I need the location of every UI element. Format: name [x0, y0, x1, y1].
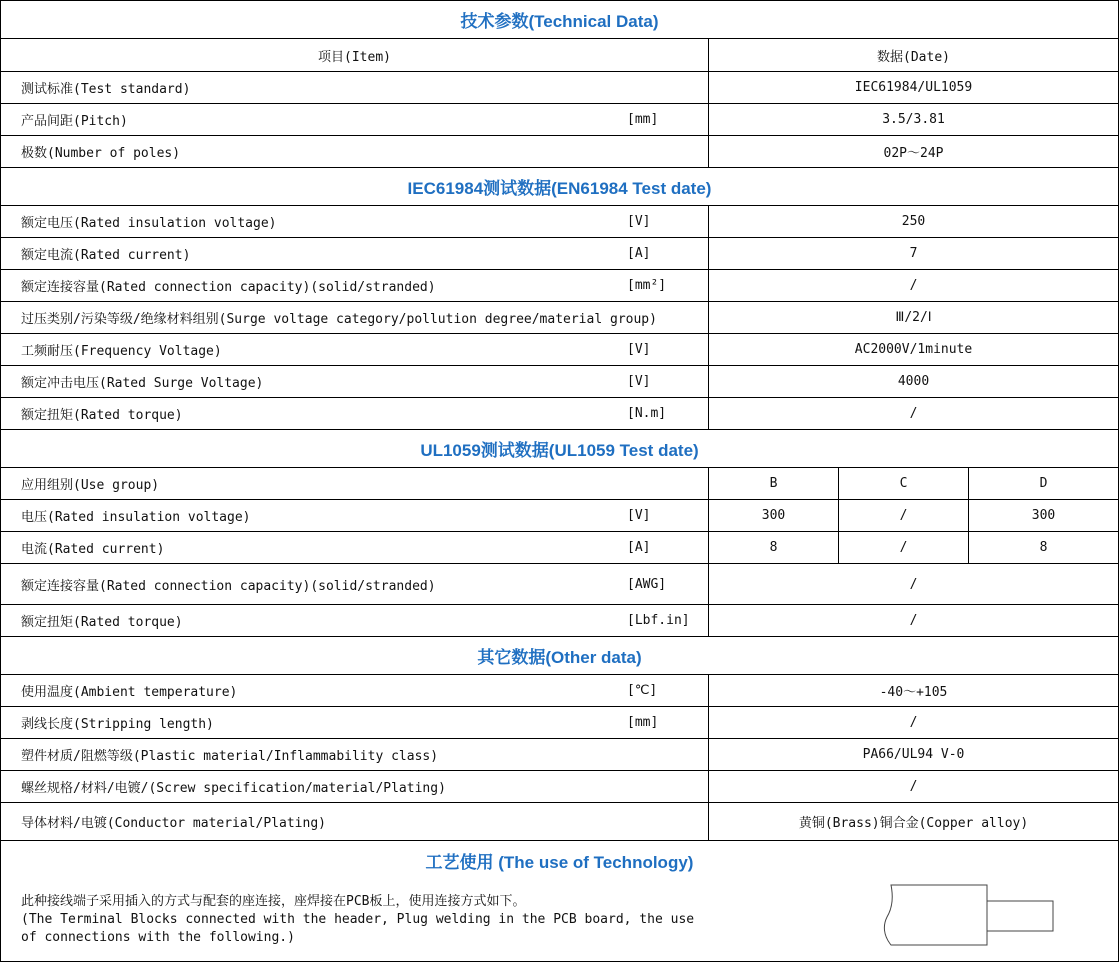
row-unit: [A] [627, 540, 651, 555]
row-value: 250 [708, 206, 1118, 237]
row-label: 导体材料/电镀(Conductor material/Plating) [21, 816, 326, 831]
group-c-value: C [838, 468, 968, 499]
row-label: 极数(Number of poles) [21, 146, 181, 161]
row-value: / [708, 564, 1118, 604]
row-unit: [V] [627, 374, 651, 389]
table-row [1, 334, 1118, 366]
row-label: 使用温度(Ambient temperature) [21, 685, 238, 700]
table-header-row [1, 39, 1118, 72]
row-value: / [708, 270, 1118, 301]
table-row [1, 302, 1118, 334]
group-b-value: 8 [708, 532, 838, 563]
row-value: Ⅲ/2/Ⅰ [708, 302, 1118, 333]
row-label: 电压(Rated insulation voltage) [21, 510, 251, 525]
section-title-ul: UL1059测试数据(UL1059 Test date) [1, 430, 1118, 468]
group-c-value: / [838, 532, 968, 563]
note-line: (The Terminal Blocks connected with the header, Plug welding in the PCB board, the use [21, 912, 695, 927]
group-d-value: D [968, 468, 1118, 499]
row-label: 测试标准(Test standard) [21, 82, 191, 97]
table-row [1, 532, 1118, 564]
table-row [1, 739, 1118, 771]
table-row [1, 270, 1118, 302]
group-b-value: 300 [708, 500, 838, 531]
row-label: 应用组别(Use group) [21, 478, 160, 493]
row-label: 额定扭矩(Rated torque) [21, 615, 183, 630]
row-value: 黄铜(Brass)铜合金(Copper alloy) [708, 803, 1118, 840]
header-item: 项目(Item) [318, 49, 391, 65]
row-value: 4000 [708, 366, 1118, 397]
note-line: of connections with the following.) [21, 930, 295, 945]
table-row [1, 605, 1118, 637]
group-c-value: / [838, 500, 968, 531]
row-unit: [mm] [627, 112, 659, 127]
row-unit: [mm] [627, 715, 659, 730]
row-label: 额定电流(Rated current) [21, 248, 191, 263]
table-row [1, 72, 1118, 104]
row-value: 3.5/3.81 [708, 104, 1118, 135]
section-title-other: 其它数据(Other data) [1, 637, 1118, 675]
row-label: 剥线长度(Stripping length) [21, 717, 214, 732]
row-value: PA66/UL94 V-0 [708, 739, 1118, 770]
row-value: 7 [708, 238, 1118, 269]
section-title-technology: 工艺使用 (The use of Technology) [425, 852, 694, 872]
table-row [1, 136, 1118, 168]
row-unit: [℃] [627, 683, 658, 698]
terminal-plug-connection-sketch-icon [881, 883, 1061, 949]
row-unit: [A] [627, 246, 651, 261]
table-row [1, 803, 1118, 841]
row-label: 额定冲击电压(Rated Surge Voltage) [21, 376, 264, 391]
header-data: 数据(Date) [708, 39, 1118, 71]
row-value: -40～+105 [708, 675, 1118, 706]
row-unit: [Lbf.in] [627, 613, 690, 628]
row-value: 02P～24P [708, 136, 1118, 167]
row-value: / [708, 605, 1118, 636]
table-row [1, 707, 1118, 739]
row-label: 额定连接容量(Rated connection capacity)(solid/stranded) [21, 578, 436, 594]
row-label: 额定扭矩(Rated torque) [21, 408, 183, 423]
note-line: 此种接线端子采用插入的方式与配套的座连接，座焊接在PCB板上，使用连接方式如下。 [21, 894, 526, 909]
row-label: 产品间距(Pitch) [21, 114, 128, 129]
section-title-iec: IEC61984测试数据(EN61984 Test date) [1, 168, 1118, 206]
table-row [1, 398, 1118, 430]
table-row [1, 771, 1118, 803]
group-b-value: B [708, 468, 838, 499]
technology-note [21, 893, 694, 947]
row-label: 工频耐压(Frequency Voltage) [21, 344, 222, 359]
row-label: 塑件材质/阻燃等级(Plastic material/Inflammability class) [21, 749, 439, 764]
row-unit: [N.m] [627, 406, 667, 421]
row-unit: [mm²] [627, 278, 667, 293]
row-label: 额定电压(Rated insulation voltage) [21, 216, 277, 231]
row-value: IEC61984/UL1059 [708, 72, 1118, 103]
row-label: 螺丝规格/材料/电镀/(Screw specification/material/Plating) [21, 781, 446, 796]
group-d-value: 300 [968, 500, 1118, 531]
row-value: / [708, 398, 1118, 429]
group-d-value: 8 [968, 532, 1118, 563]
row-label: 额定连接容量(Rated connection capacity)(solid/stranded) [21, 280, 436, 295]
row-unit: [V] [627, 214, 651, 229]
row-value: AC2000V/1minute [708, 334, 1118, 365]
table-row [1, 500, 1118, 532]
table-row [1, 238, 1118, 270]
row-value: / [708, 771, 1118, 802]
technology-note-block [1, 841, 1118, 962]
table-row [1, 675, 1118, 707]
table-row [1, 104, 1118, 136]
row-unit: [AWG] [627, 576, 667, 592]
row-label: 电流(Rated current) [21, 542, 165, 557]
table-row [1, 206, 1118, 238]
row-label: 过压类别/污染等级/绝缘材料组别(Surge voltage category/pollution degree/material group) [21, 312, 657, 327]
table-row [1, 366, 1118, 398]
row-value: / [708, 707, 1118, 738]
table-row [1, 468, 1118, 500]
section-title-technical: 技术参数(Technical Data) [1, 1, 1118, 39]
row-unit: [V] [627, 342, 651, 357]
row-unit: [V] [627, 508, 651, 523]
table-row [1, 564, 1118, 605]
